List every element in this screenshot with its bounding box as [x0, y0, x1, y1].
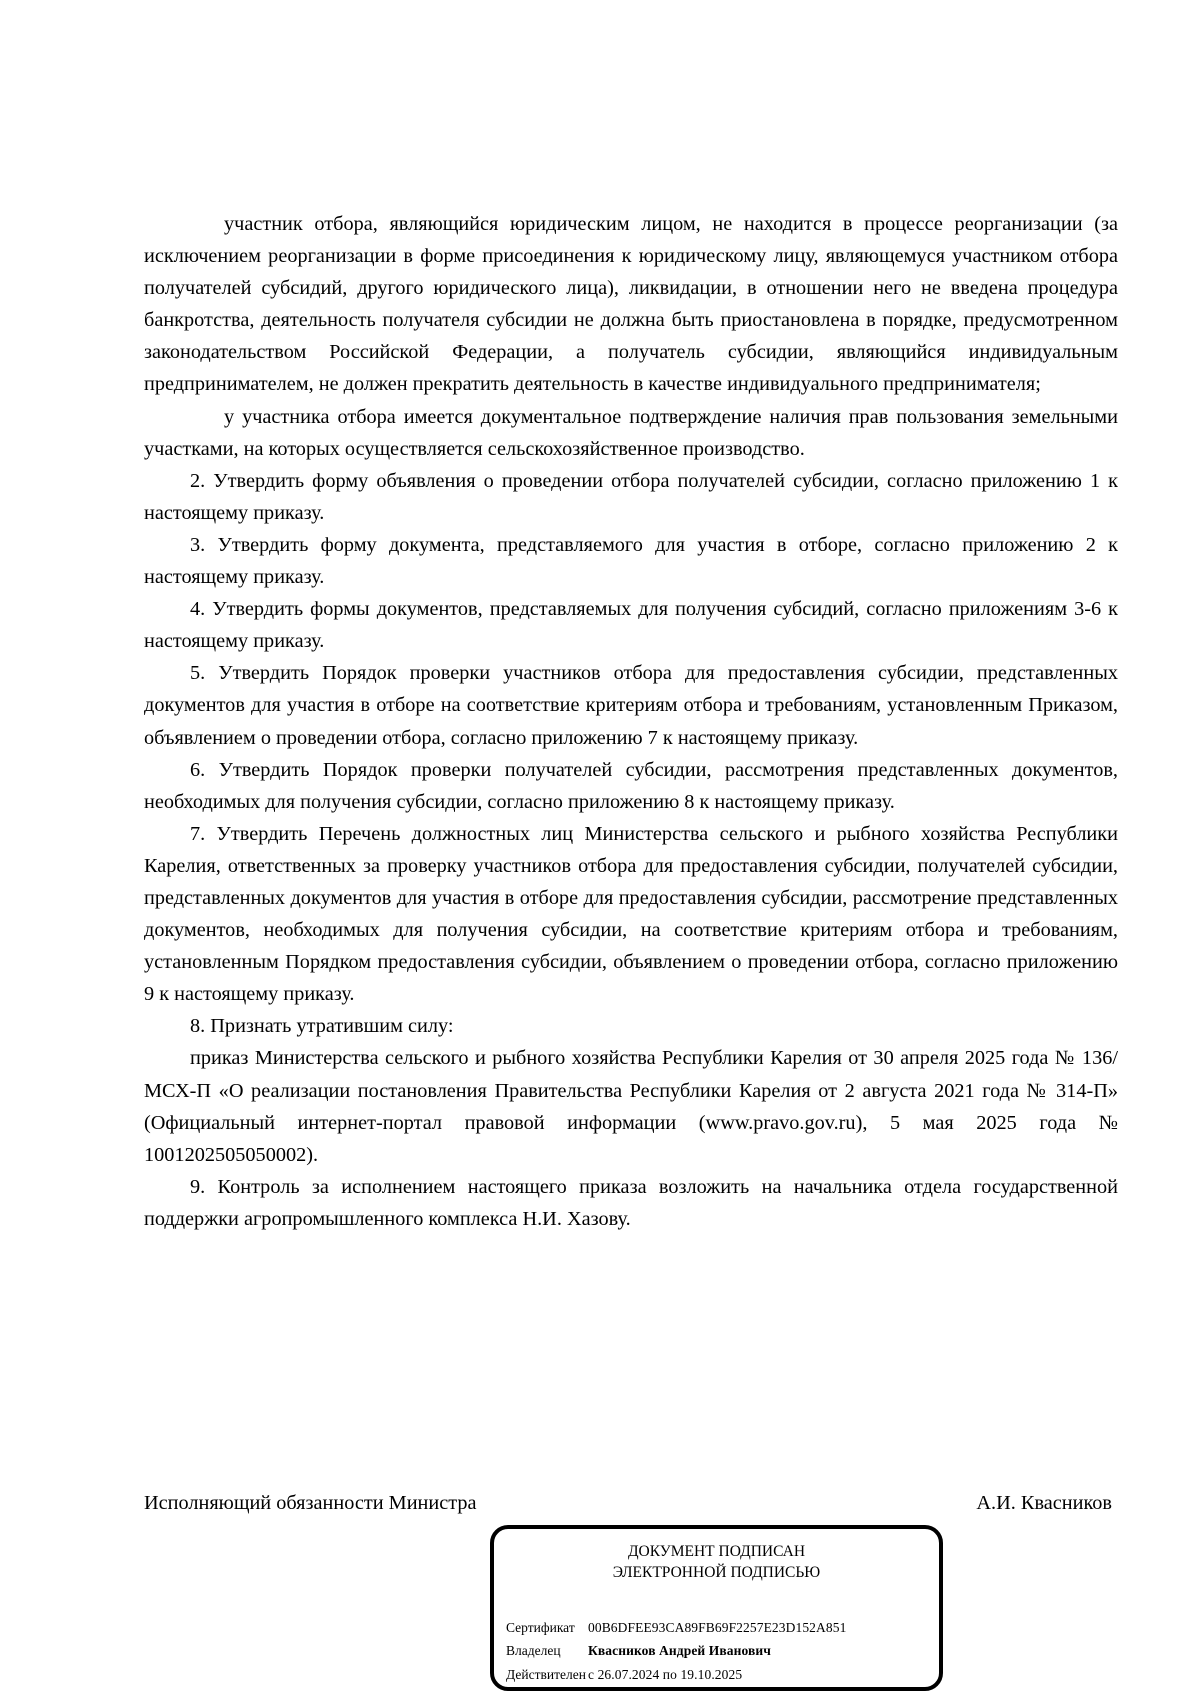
owner-label: Владелец — [506, 1643, 561, 1658]
paragraph-item-6: 6. Утвердить Порядок проверки получателей субсидии, рассмотрения представленных документов, необходимых для получения субсидии, согласно приложению 8 к настоящему приказу. — [144, 758, 1118, 813]
certificate-value: 00B6DFEE93CA89FB69F2257E23D152A851 — [588, 1620, 847, 1635]
paragraph-item-8: 8. Признать утратившим силу: — [190, 1015, 454, 1038]
paragraph-repealed-order: приказ Министерства сельского и рыбного хозяйства Республики Карелия от 30 апреля 2025 года № 136/МСХ-П «О реализации постановления Правительства Республики Карелия от 2 августа 2021 года № 314-П» (Официальный интернет-портал правовой информации (www.pravo.gov.ru), 5 мая 2025 года № 1001202505050002). — [144, 1047, 1118, 1166]
stamp-owner-row — [506, 1643, 771, 1659]
paragraph-land-rights-condition: у участника отбора имеется документальное подтверждение наличия прав пользования земельными участками, на которых осуществляется сельскохозяйственное производство. — [144, 405, 1118, 460]
validity-label: Действителен — [506, 1667, 586, 1682]
signatory-position: Исполняющий обязанности Министра — [144, 1492, 477, 1514]
certificate-label: Сертификат — [506, 1620, 575, 1635]
stamp-validity-row — [506, 1667, 742, 1683]
document-body — [144, 208, 1118, 1235]
stamp-certificate-row — [506, 1620, 846, 1636]
stamp-title-line-1: ДОКУМЕНТ ПОДПИСАН — [627, 1543, 806, 1560]
paragraph-item-7: 7. Утвердить Перечень должностных лиц Министерства сельского и рыбного хозяйства Республики Карелия, ответственных за проверку участников отбора для предоставления субсидии, получателей субсидии, представленных документов для участия в отборе для предоставления субсидии, рассмотрение представленных документов, необходимых для получения субсидии, на соответствие критериям отбора и требованиям, установленным Порядком предоставления субсидии, объявлением о проведении отбора, согласно приложению 9 к настоящему приказу. — [144, 822, 1118, 1006]
paragraph-legal-entity-condition: участник отбора, являющийся юридическим лицом, не находится в процессе реорганизации (за исключением реорганизации в форме присоединения к юридическому лицу, являющемуся участником отбора получателей субсидий, другого юридического лица), ликвидации, в отношении него не введена процедура банкротства, деятельность получателя субсидии не должна быть приостановлена в порядке, предусмотренном законодательством Российской Федерации, а получатель субсидии, являющийся индивидуальным предпринимателем, не должен прекратить деятельность в качестве индивидуального предпринимателя; — [144, 213, 1118, 396]
signatory-name: А.И. Квасников — [976, 1492, 1112, 1514]
electronic-signature-stamp — [490, 1525, 943, 1691]
paragraph-item-2: 2. Утвердить форму объявления о проведении отбора получателей субсидии, согласно приложению 1 к настоящему приказу. — [144, 469, 1118, 524]
owner-value: Квасников Андрей Иванович — [588, 1643, 771, 1658]
paragraph-item-5: 5. Утвердить Порядок проверки участников отбора для предоставления субсидии, представленных документов для участия в отборе на соответствие критериям отбора и требованиям, установленным Приказом, объявлением о проведении отбора, согласно приложению 7 к настоящему приказу. — [144, 662, 1118, 749]
paragraph-item-4: 4. Утвердить формы документов, представляемых для получения субсидий, согласно приложениям 3-6 к настоящему приказу. — [144, 598, 1118, 653]
validity-value: с 26.07.2024 по 19.10.2025 — [588, 1667, 743, 1682]
stamp-title-line-2: ЭЛЕКТРОННОЙ ПОДПИСЬЮ — [612, 1564, 821, 1581]
paragraph-item-9: 9. Контроль за исполнением настоящего приказа возложить на начальника отдела государственной поддержки агропромышленного комплекса Н.И. Хазову. — [144, 1175, 1118, 1230]
paragraph-item-3: 3. Утвердить форму документа, представляемого для участия в отборе, согласно приложению 2 к настоящему приказу. — [144, 533, 1118, 589]
stamp-header — [494, 1541, 939, 1583]
